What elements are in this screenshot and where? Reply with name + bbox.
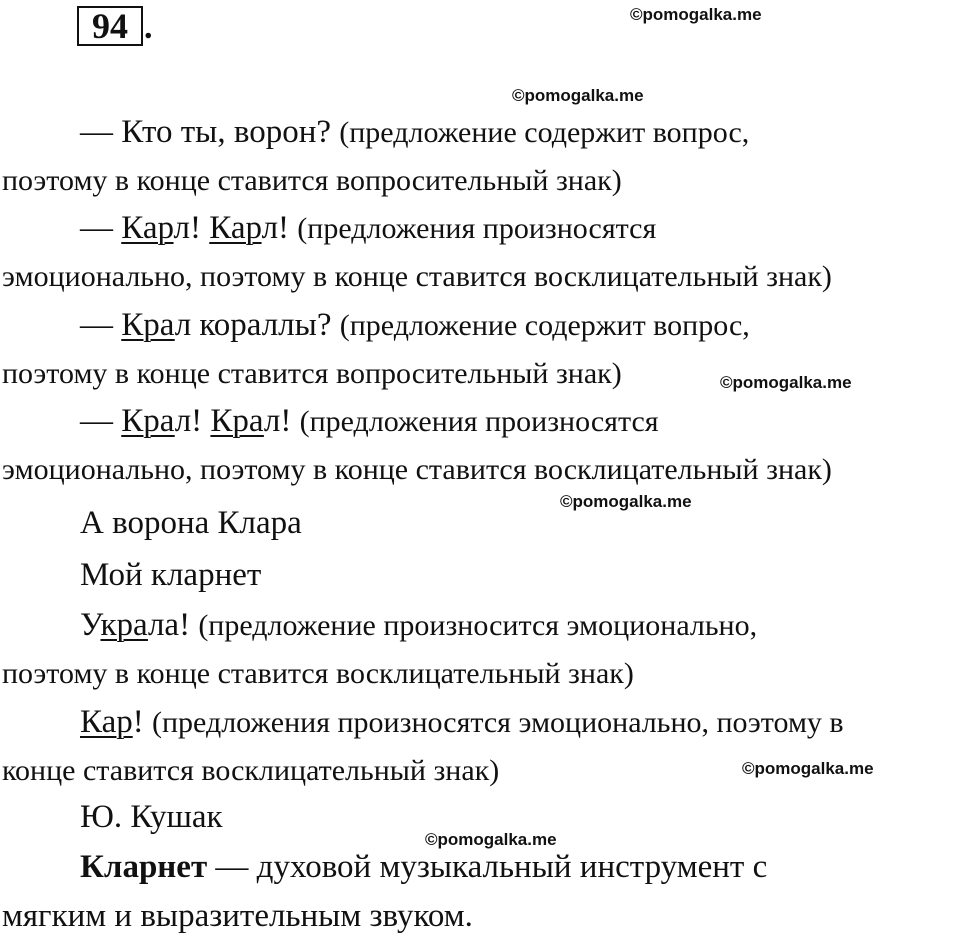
task-number: 94 [92, 6, 128, 46]
watermark: ©pomogalka.me [630, 5, 762, 24]
text-line: — Кто ты, ворон? (предложение содержит вопрос, [80, 114, 750, 150]
poem-line: А ворона Клара [80, 505, 302, 541]
text-line: конце ставится восклицательный знак) [2, 754, 500, 787]
text-line: — Крал! Крал! (предложения произносятся [80, 403, 659, 439]
text-line: Кар! (предложения произносятся эмоционально, поэтому в [80, 704, 844, 740]
text-line: — Карл! Карл! (предложения произносятся [80, 210, 657, 246]
text-line: поэтому в конце ставится вопросительный знак) [2, 164, 622, 197]
watermark: ©pomogalka.me [425, 830, 557, 849]
watermark: ©pomogalka.me [742, 759, 874, 778]
poem-line: Мой кларнет [80, 557, 262, 593]
watermark: ©pomogalka.me [512, 86, 644, 105]
watermark: ©pomogalka.me [720, 373, 852, 392]
text-line: эмоционально, поэтому в конце ставится восклицательный знак) [2, 260, 832, 293]
task-number-dot: . [144, 9, 153, 46]
text-line: — Крал кораллы? (предложение содержит вопрос, [80, 307, 750, 343]
definition-line: мягким и выразительным звуком. [2, 898, 473, 934]
watermark: ©pomogalka.me [560, 492, 692, 511]
definition-line: Кларнет — духовой музыкальный инструмент с [80, 849, 768, 885]
task-number-box [77, 6, 143, 46]
text-line: эмоционально, поэтому в конце ставится восклицательный знак) [2, 453, 832, 486]
text-line: поэтому в конце ставится восклицательный знак) [2, 657, 634, 690]
text-line: поэтому в конце ставится вопросительный знак) [2, 357, 622, 390]
text-line: Украла! (предложение произносится эмоционально, [80, 607, 758, 643]
author-line: Ю. Кушак [80, 799, 223, 835]
